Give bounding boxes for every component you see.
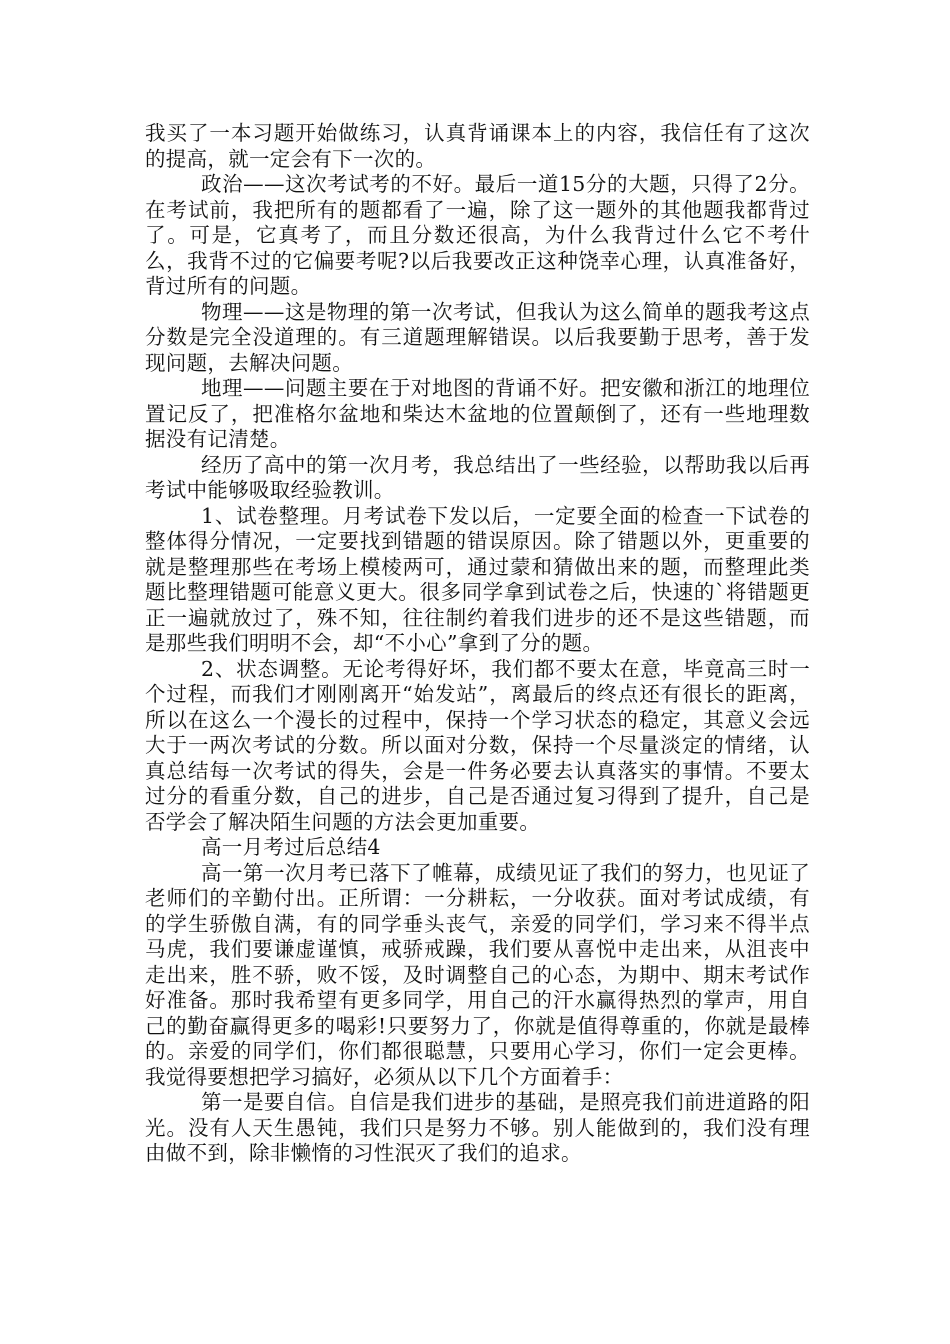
paragraph: 高一第一次月考已落下了帷幕，成绩见证了我们的努力，也见证了老师们的辛勤付出。正所谓：一分耕耘，一分收获。面对考试成绩，有的学生骄傲自满，有的同学垂头丧气，亲爱的同学们，学习来不得半点马虎，我们要谦虚谨慎，戒骄戒躁，我们要从喜悦中走出来，从沮丧中走出来，胜不骄，败不馁，及时调整自己的心态，为期中、期末考试作好准备。那时我希望有更多同学，用自己的汗水赢得热烈的掌声，用自己的勤奋赢得更多的喝彩!只要努力了，你就是值得尊重的，你就是最棒的。亲爱的同学们，你们都很聪慧，只要用心学习，你们一定会更棒。我觉得要想把学习搞好，必须从以下几个方面着手： (145, 860, 810, 1089)
paragraph: 经历了高中的第一次月考，我总结出了一些经验，以帮助我以后再考试中能够吸取经验教训。 (145, 452, 810, 502)
paragraph: 第一是要自信。自信是我们进步的基础，是照亮我们前进道路的阳光。没有人天生愚钝，我们只是努力不够。别人能做到的，我们没有理由做不到，除非懒惰的习性泯灭了我们的追求。 (145, 1090, 810, 1165)
paragraph: 我买了一本习题开始做练习，认真背诵课本上的内容，我信任有了这次的提高，就一定会有下一次的。 (145, 121, 810, 171)
paragraph: 政治——这次考试考的不好。最后一道15分的大题，只得了2分。在考试前，我把所有的题都看了一遍，除了这一题外的其他题我都背过了。可是，它真考了，而且分数还很高，为什么我背过什么它不考什么，我背不过的它偏要考呢?以后我要改正这种饶幸心理，认真准备好，背过所有的问题。 (145, 172, 810, 298)
paragraph: 1、试卷整理。月考试卷下发以后，一定要全面的检查一下试卷的整体得分情况，一定要找到错题的错误原因。除了错题以外，更重要的就是整理那些在考场上模棱两可，通过蒙和猜做出来的题，而整理此类题比整理错题可能意义更大。很多同学拿到试卷之后，快速的`将错题更正一遍就放过了，殊不知，往往制约着我们进步的还不是这些错题，而是那些我们明明不会，却“不小心”拿到了分的题。 (145, 503, 810, 655)
document-page (145, 121, 810, 1167)
paragraph: 2、状态调整。无论考得好坏，我们都不要太在意，毕竟高三时一个过程，而我们才刚刚离开“始发站”，离最后的终点还有很长的距离，所以在这么一个漫长的过程中，保持一个学习状态的稳定，其意义会远大于一两次考试的分数。所以面对分数，保持一个尽量淡定的情绪，认真总结每一次考试的得失，会是一件务必要去认真落实的事情。不要太过分的看重分数，自己的进步，自己是否通过复习得到了提升，自己是否学会了解决陌生问题的方法会更加重要。 (145, 656, 810, 834)
paragraph: 地理——问题主要在于对地图的背诵不好。把安徽和浙江的地理位置记反了，把准格尔盆地和柴达木盆地的位置颠倒了，还有一些地理数据没有记清楚。 (145, 376, 810, 451)
section-heading: 高一月考过后总结4 (201, 835, 381, 859)
paragraph: 物理——这是物理的第一次考试，但我认为这么简单的题我考这点分数是完全没道理的。有三道题理解错误。以后我要勤于思考，善于发现问题，去解决问题。 (145, 299, 810, 375)
